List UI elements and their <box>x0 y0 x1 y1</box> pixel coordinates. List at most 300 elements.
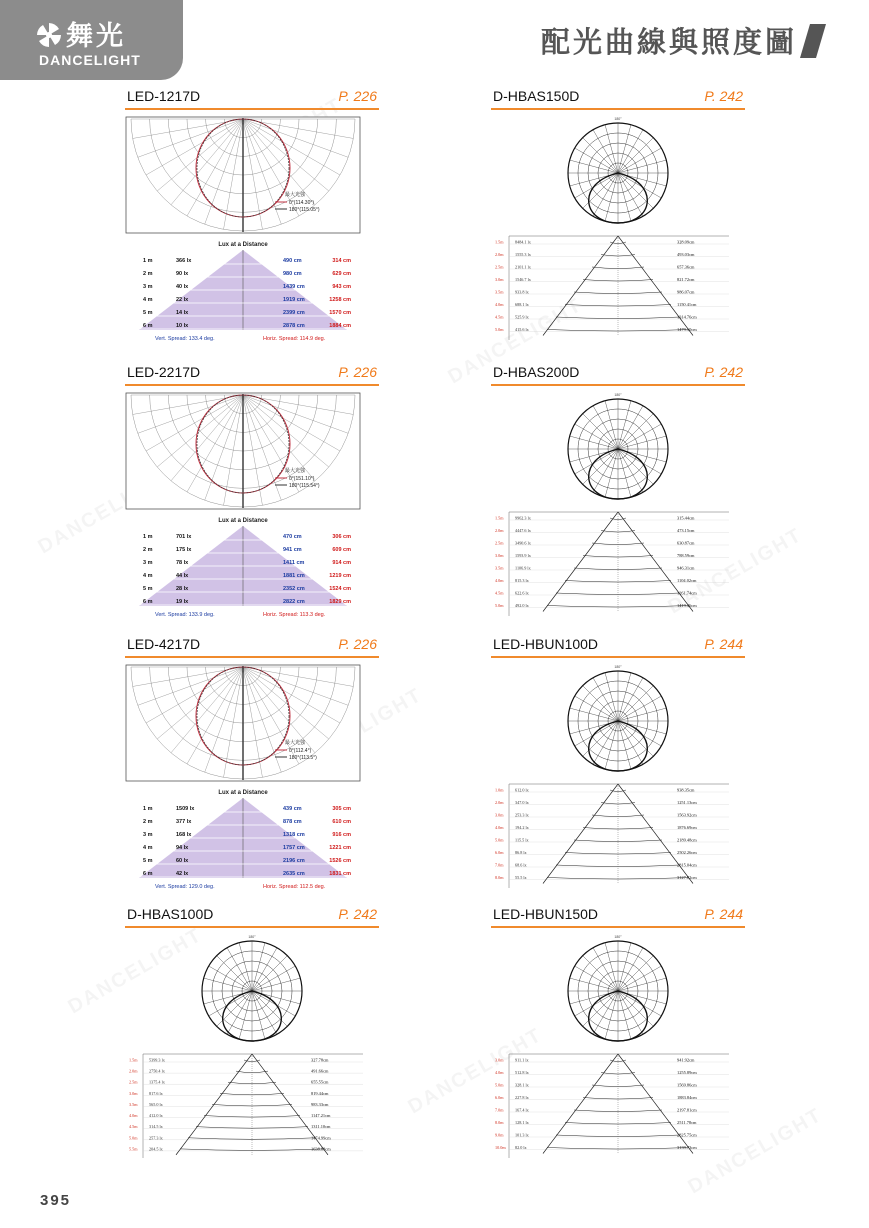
beam-diameter: 327.78cm <box>311 1057 329 1063</box>
legend-line2: 180°(115.54°) <box>289 483 320 489</box>
beam-diameter: 2189.48cm <box>677 837 697 843</box>
distance-label: 8.0m <box>495 875 504 880</box>
vert-cm: 490 cm <box>283 258 302 264</box>
polar-spoke <box>618 696 661 721</box>
horiz-spread: Horiz. Spread: 114.9 deg. <box>263 336 326 342</box>
lux-value: 911.1 lx <box>515 1057 529 1063</box>
polar-spoke <box>618 956 653 991</box>
legend-title: 最大光強 <box>285 740 306 746</box>
lux-value: 94 lx <box>176 845 189 851</box>
lux-value: 1509 lx <box>176 806 195 812</box>
distance-label: 2.0m <box>495 800 504 805</box>
section-header <box>125 906 379 928</box>
figure <box>125 116 361 351</box>
lux-value: 1555.3 lx <box>515 252 531 257</box>
beam-diameter: 493.03cm <box>677 252 695 257</box>
page-ref-link[interactable]: P. 242 <box>704 88 743 104</box>
vert-cm: 1757 cm <box>283 845 305 851</box>
distance-label: 4.5m <box>495 590 504 596</box>
polar-spoke <box>252 991 295 1016</box>
beam-diameter: 328.09cm <box>677 239 695 245</box>
horiz-cm: 916 cm <box>332 832 351 838</box>
polar-spoke <box>209 991 252 1016</box>
cone-edge <box>618 236 693 336</box>
distance-label: 1.5m <box>495 239 504 245</box>
lux-value: 377 lx <box>176 819 192 825</box>
polar-spoke <box>593 130 618 173</box>
polar-spoke <box>618 173 631 221</box>
lux-value: 492.0 lx <box>515 603 529 608</box>
distance-label: 4.0m <box>495 1070 504 1075</box>
polar-spoke <box>618 125 631 173</box>
lux-figure <box>125 392 361 622</box>
lux-value: 1593.9 lx <box>515 553 531 558</box>
figure <box>125 392 361 627</box>
distance-label: 2.5m <box>129 1079 138 1085</box>
polar-diagram <box>126 393 360 509</box>
distance-label: 2.0m <box>495 528 504 533</box>
polar-spoke <box>583 138 618 173</box>
horiz-cm: 1829 cm <box>329 599 351 605</box>
polar-spoke <box>593 449 618 492</box>
polar-spoke <box>618 160 666 173</box>
horiz-cm: 914 cm <box>332 560 351 566</box>
lux-value: 68.6 lx <box>515 862 527 868</box>
lux-value: 128.1 lx <box>515 1120 529 1125</box>
page-ref-link[interactable]: P. 244 <box>704 906 743 922</box>
polar-spoke <box>575 721 618 746</box>
lux-value: 10 lx <box>176 323 189 329</box>
polar-spoke <box>583 991 618 1026</box>
horiz-cm: 943 cm <box>332 284 351 290</box>
vert-spread: Vert. Spread: 129.0 deg. <box>155 884 215 890</box>
beam-diameter: 491.66cm <box>311 1068 329 1074</box>
polar-spoke <box>618 424 661 449</box>
distance-label: 6.0m <box>495 850 504 855</box>
model-name: LED-4217D <box>127 636 201 652</box>
angle-label: 180° <box>248 935 256 939</box>
beam-diameter: 819.44cm <box>311 1090 329 1096</box>
beam-diameter: 1876.69cm <box>677 825 697 830</box>
polar-spoke <box>618 991 661 1016</box>
distance-label: 3.5m <box>495 289 504 295</box>
page-ref-link[interactable]: P. 226 <box>338 88 377 104</box>
model-name: D-HBAS100D <box>127 906 214 922</box>
beam-diameter: 986.07cm <box>677 289 695 295</box>
horiz-cm: 1258 cm <box>329 297 351 303</box>
lux-value: 2101.1 lx <box>515 264 531 270</box>
polar-spoke <box>593 948 618 991</box>
vert-cm: 941 cm <box>283 547 302 553</box>
distance-label: 5.0m <box>495 1082 504 1088</box>
vert-spread: Vert. Spread: 133.9 deg. <box>155 612 215 618</box>
distance-label: 2.0m <box>129 1068 138 1074</box>
section-header <box>491 88 745 110</box>
beam-diameter: 655.55cm <box>311 1079 329 1085</box>
polar-spoke <box>593 721 618 764</box>
section-header <box>125 88 379 110</box>
polar-spoke <box>227 948 252 991</box>
angle-label: 180° <box>614 117 622 121</box>
cone-figure <box>125 934 379 1170</box>
distance-label: 3 m <box>143 560 153 566</box>
horiz-spread: Horiz. Spread: 113.3 deg. <box>263 612 326 618</box>
polar-spoke <box>252 956 287 991</box>
horiz-cm: 1526 cm <box>329 858 351 864</box>
polar-diagram <box>126 665 360 781</box>
distance-label: 3 m <box>143 284 153 290</box>
lux-value: 40 lx <box>176 284 189 290</box>
distance-label: 7.0m <box>495 1107 504 1113</box>
beam-diameter: 2197.81cm <box>677 1107 697 1113</box>
beam-diameter: 1569.86cm <box>677 1082 697 1088</box>
beam-diameter: 1311.10cm <box>311 1124 331 1130</box>
legend-line1: 0°(112.4°) <box>289 748 312 754</box>
distance-label: 4.5m <box>129 1124 138 1130</box>
distance-label: 6.0m <box>495 1095 504 1100</box>
polar-spoke <box>575 991 618 1016</box>
section-header <box>125 364 379 386</box>
distance-label: 4 m <box>143 573 153 579</box>
beam-diameter: 2502.26cm <box>677 850 697 855</box>
lux-value: 82.0 lx <box>515 1145 527 1150</box>
polar-spoke <box>618 991 653 1026</box>
polar-spoke <box>217 991 252 1026</box>
lux-value: 314.5 lx <box>149 1124 163 1130</box>
distance-label: 10.0m <box>495 1145 506 1150</box>
polar-spoke <box>593 173 618 216</box>
polar-spoke <box>583 449 618 484</box>
vert-spread: Vert. Spread: 133.4 deg. <box>155 336 215 342</box>
polar-spoke <box>618 130 643 173</box>
polar-spoke <box>618 991 643 1034</box>
cone-edge <box>543 1054 618 1154</box>
legend-line2: 180°(113.5°) <box>289 755 317 761</box>
beam-diameter: 1638.88cm <box>311 1146 331 1152</box>
vert-cm: 2352 cm <box>283 586 305 592</box>
beam-diameter: 1255.89cm <box>677 1070 697 1075</box>
distance-label: 4.0m <box>495 302 504 307</box>
polar-diagram <box>568 665 668 771</box>
lux-value: 55.5 lx <box>515 875 527 880</box>
cone-edge <box>543 784 618 884</box>
lux-value: 253.3 lx <box>515 812 529 818</box>
beam-diameter: 1883.84cm <box>677 1095 697 1100</box>
polar-spoke <box>605 449 618 497</box>
lux-value: 4447.6 lx <box>515 528 531 533</box>
beam-diameter: 938.35cm <box>677 787 695 793</box>
section-header <box>491 364 745 386</box>
page-ref-link[interactable]: P. 242 <box>704 364 743 380</box>
legend-title: 最大光強 <box>285 192 306 198</box>
polar-spoke <box>575 449 618 474</box>
lux-value: 42 lx <box>176 871 189 877</box>
section-header <box>491 636 745 658</box>
lux-value: 257.3 lx <box>149 1135 163 1141</box>
polar-spoke <box>252 966 295 991</box>
polar-spoke <box>618 948 643 991</box>
page-ref-link[interactable]: P. 242 <box>338 906 377 922</box>
distance-label: 3.0m <box>495 1057 504 1063</box>
polar-spoke <box>618 138 653 173</box>
polar-spoke <box>575 424 618 449</box>
lux-value: 19 lx <box>176 599 189 605</box>
polar-spoke <box>575 173 618 198</box>
beam-diameter: 2825.75cm <box>677 1132 697 1138</box>
polar-spoke <box>618 173 653 208</box>
vert-cm: 980 cm <box>283 271 302 277</box>
beam-diameter: 946.31cm <box>677 565 695 571</box>
distance-label: 3.5m <box>495 565 504 571</box>
distance-label: 5.5m <box>129 1146 138 1152</box>
section-header <box>125 636 379 658</box>
brand-name-en: DANCELIGHT <box>39 52 141 68</box>
illuminance-table <box>129 1054 363 1158</box>
lux-value: 167.4 lx <box>515 1107 529 1113</box>
lux-value: 1375.4 lx <box>149 1079 165 1085</box>
polar-diagram <box>568 393 668 499</box>
polar-spoke <box>593 678 618 721</box>
beam-diameter: 941.92cm <box>677 1057 695 1063</box>
lux-value: 701 lx <box>176 534 192 540</box>
beam-diameter: 1104.02cm <box>677 578 697 583</box>
polar-spoke <box>575 966 618 991</box>
distance-label: 1 m <box>143 534 153 540</box>
model-name: D-HBAS200D <box>493 364 580 380</box>
vert-cm: 878 cm <box>283 819 302 825</box>
page-ref-link[interactable]: P. 226 <box>338 636 377 652</box>
polar-diagram <box>568 117 668 223</box>
beam-diameter: 3139.73cm <box>677 1145 697 1150</box>
polar-spoke <box>252 991 277 1034</box>
distance-label: 9.0m <box>495 1132 504 1138</box>
figure <box>491 116 745 357</box>
lux-value: 14 lx <box>176 310 189 316</box>
model-name: LED-1217D <box>127 88 201 104</box>
lux-value: 512.8 lx <box>515 1070 529 1075</box>
horiz-cm: 1219 cm <box>329 573 351 579</box>
polar-spoke <box>583 956 618 991</box>
vert-cm: 1318 cm <box>283 832 305 838</box>
distance-label: 4 m <box>143 297 153 303</box>
distance-label: 3.0m <box>129 1090 138 1096</box>
cone-edge <box>543 512 618 612</box>
fan-logo-icon <box>36 22 62 48</box>
brand-logo <box>0 0 183 80</box>
distance-label: 1 m <box>143 806 153 812</box>
legend-title: 最大光強 <box>285 468 306 474</box>
model-name: D-HBAS150D <box>493 88 580 104</box>
cone-figure <box>491 934 745 1170</box>
lux-value: 60 lx <box>176 858 189 864</box>
lux-value: 194.2 lx <box>515 825 529 830</box>
distance-label: 2 m <box>143 547 153 553</box>
polar-spoke <box>618 966 661 991</box>
lux-value: 44 lx <box>176 573 189 579</box>
beam-diameter: 1563.92cm <box>677 812 697 818</box>
figure <box>491 934 745 1175</box>
polar-spoke <box>575 148 618 173</box>
lux-value: 78 lx <box>176 560 189 566</box>
model-name: LED-HBUN100D <box>493 636 599 652</box>
beam-diameter: 983.33cm <box>311 1101 329 1107</box>
horiz-cm: 1221 cm <box>329 845 351 851</box>
distance-label: 3.0m <box>495 812 504 818</box>
lux-table <box>133 242 357 342</box>
lux-value: 622.6 lx <box>515 590 529 596</box>
legend-line1: 0°(151.10°) <box>289 476 315 482</box>
cone-edge <box>618 1054 693 1154</box>
beam-diameter: 657.36cm <box>677 264 695 270</box>
lux-value: 612.0 lx <box>515 787 529 793</box>
polar-spoke <box>570 708 618 721</box>
figure <box>491 664 745 905</box>
polar-spoke <box>570 436 618 449</box>
vert-cm: 2822 cm <box>283 599 305 605</box>
polar-spoke <box>593 991 618 1034</box>
beam-diameter: 1147.21cm <box>311 1113 331 1119</box>
beam-diameter: 821.72cm <box>677 277 695 282</box>
distance-label: 2.5m <box>495 540 504 546</box>
legend-line2: 180°(115.05°) <box>289 207 320 213</box>
page-title: 配光曲線與照度圖 <box>540 25 797 59</box>
figure <box>125 664 361 899</box>
vert-cm: 1919 cm <box>283 297 305 303</box>
distance-label: 2.5m <box>495 264 504 270</box>
distance-label: 2.0m <box>495 252 504 257</box>
lux-value: 204.5 lx <box>149 1146 163 1152</box>
beam-diameter: 1251.13cm <box>677 800 697 805</box>
polar-spoke <box>227 991 252 1034</box>
distance-label: 8.0m <box>495 1120 504 1125</box>
lux-value: 1106.9 lx <box>515 565 531 571</box>
lux-value: 227.8 lx <box>515 1095 529 1100</box>
polar-spoke <box>583 721 618 756</box>
lux-value: 415.6 lx <box>515 327 529 332</box>
lux-value: 817.6 lx <box>149 1090 163 1096</box>
polar-spoke <box>618 721 631 769</box>
cone-edge <box>543 236 618 336</box>
beam-diameter: 1419.46cm <box>677 603 697 608</box>
angle-label: 180° <box>614 935 622 939</box>
distance-label: 4.0m <box>495 825 504 830</box>
distance-label: 3.0m <box>495 553 504 558</box>
page-ref-link[interactable]: P. 244 <box>704 636 743 652</box>
lux-value: 168 lx <box>176 832 192 838</box>
legend-line1: 0°(114.30°) <box>289 200 315 206</box>
polar-spoke <box>570 160 618 173</box>
horiz-cm: 314 cm <box>332 258 351 264</box>
polar-spoke <box>252 991 265 1039</box>
polar-spoke <box>618 401 631 449</box>
model-name: LED-HBUN150D <box>493 906 599 922</box>
polar-spoke <box>605 401 618 449</box>
lux-value: 175 lx <box>176 547 192 553</box>
distance-label: 4.0m <box>495 578 504 583</box>
distance-label: 5.0m <box>495 603 504 608</box>
vert-cm: 2635 cm <box>283 871 305 877</box>
beam-diameter: 2511.78cm <box>677 1120 697 1125</box>
lux-value: 28 lx <box>176 586 189 592</box>
lux-value: 933.8 lx <box>515 289 529 295</box>
polar-spoke <box>605 721 618 769</box>
polar-spoke <box>252 978 300 991</box>
polar-spoke <box>618 449 643 492</box>
distance-label: 6 m <box>143 871 153 877</box>
figure <box>491 392 745 633</box>
lux-value: 101.3 lx <box>515 1132 529 1138</box>
distance-label: 6 m <box>143 599 153 605</box>
page-number: 395 <box>40 1192 72 1209</box>
distance-label: 2 m <box>143 819 153 825</box>
lux-value: 688.1 lx <box>515 302 529 307</box>
lux-figure <box>125 664 361 894</box>
distance-label: 4 m <box>143 845 153 851</box>
vert-cm: 470 cm <box>283 534 302 540</box>
polar-diagram <box>126 117 360 233</box>
polar-spoke <box>209 966 252 991</box>
cone-edge <box>618 784 693 884</box>
horiz-cm: 629 cm <box>332 271 351 277</box>
beam-diameter: 1261.74cm <box>677 590 697 596</box>
cone-figure <box>491 664 745 900</box>
cone-edge <box>618 512 693 612</box>
distance-label: 1.0m <box>495 787 504 793</box>
vert-cm: 1881 cm <box>283 573 305 579</box>
polar-spoke <box>605 943 618 991</box>
page-ref-link[interactable]: P. 226 <box>338 364 377 380</box>
distance-label: 5.0m <box>129 1135 138 1141</box>
distance-label: 5 m <box>143 310 153 316</box>
horiz-cm: 1884 cm <box>329 323 351 329</box>
polar-spoke <box>252 943 265 991</box>
horiz-cm: 305 cm <box>332 806 351 812</box>
polar-spoke <box>618 721 661 746</box>
lux-table <box>133 518 357 618</box>
cone-figure <box>491 116 745 352</box>
distance-label: 5 m <box>143 586 153 592</box>
polar-spoke <box>618 173 643 216</box>
illuminance-table <box>495 1054 729 1158</box>
lux-value: 347.0 lx <box>515 800 529 805</box>
horiz-cm: 610 cm <box>332 819 351 825</box>
polar-spoke <box>618 678 643 721</box>
distance-label: 3 m <box>143 832 153 838</box>
distance-label: 5.0m <box>495 837 504 843</box>
polar-spoke <box>618 673 631 721</box>
lux-value: 8484.1 lx <box>515 239 531 245</box>
polar-spoke <box>593 406 618 449</box>
distance-label: 3.0m <box>495 277 504 282</box>
horiz-spread: Horiz. Spread: 112.5 deg. <box>263 884 326 890</box>
polar-spoke <box>570 978 618 991</box>
polar-spoke <box>618 721 643 764</box>
distance-label: 1.5m <box>495 515 504 521</box>
distance-label: 3.5m <box>129 1101 138 1107</box>
lux-value: 1546.7 lx <box>515 277 531 282</box>
polar-spoke <box>583 173 618 208</box>
polar-spoke <box>239 991 252 1039</box>
beam-diameter: 1479.10cm <box>677 327 697 332</box>
lux-value: 9962.3 lx <box>515 515 531 521</box>
horiz-cm: 609 cm <box>332 547 351 553</box>
polar-diagram <box>202 935 302 1041</box>
polar-spoke <box>204 978 252 991</box>
vert-cm: 1411 cm <box>283 560 305 566</box>
horiz-cm: 1831 cm <box>329 871 351 877</box>
vert-cm: 1439 cm <box>283 284 305 290</box>
vert-cm: 2399 cm <box>283 310 305 316</box>
